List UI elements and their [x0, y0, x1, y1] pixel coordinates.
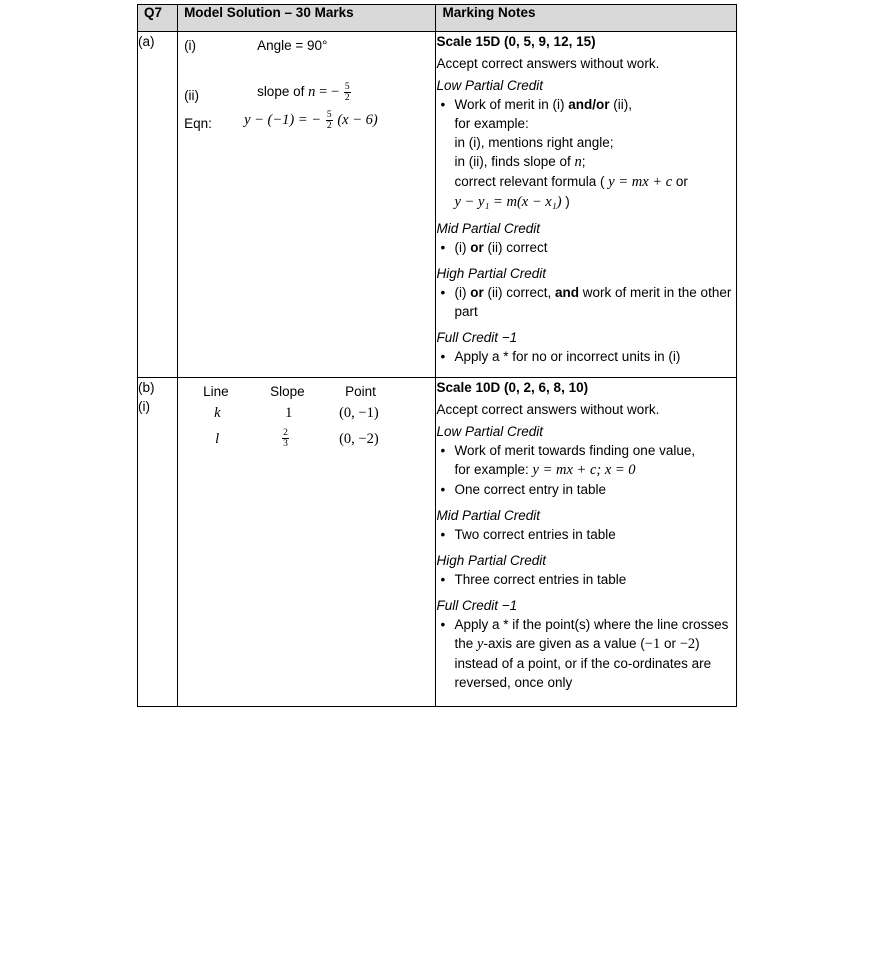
part-a-ii-answer [257, 82, 352, 103]
part-a-label-text: (a) [138, 34, 155, 49]
marking-scheme-table [137, 4, 737, 707]
part-a-notes [436, 32, 737, 378]
part-b-low-item-1: • Work of merit towards finding one value, for example: y = mx + c; x = 0 [454, 441, 736, 480]
part-b-low-item-2: • One correct entry in table [454, 480, 736, 499]
header-question: Q7 [138, 5, 178, 32]
part-b-high-list [436, 570, 736, 589]
col-slope-header: Slope [270, 384, 305, 399]
slope-prefix: slope of [257, 84, 305, 100]
eqn-label: Eqn: [184, 116, 212, 131]
row-l-line: l [215, 431, 220, 447]
part-b-label [138, 378, 178, 707]
part-a-full-list [436, 347, 736, 366]
part-a-mid-list [436, 238, 736, 257]
part-a-accept: Accept correct answers without work. [436, 56, 660, 71]
part-b-mid-list [436, 525, 736, 544]
row-l-point: (0, −2) [339, 431, 379, 447]
part-b-sub-label: (i) [138, 399, 150, 414]
part-a-i-label: (i) [184, 38, 197, 53]
frac-num: 5 [344, 82, 350, 92]
eqn-fraction [326, 110, 333, 131]
part-b-low-list [436, 441, 736, 499]
part-a-high-list [436, 283, 736, 321]
part-a-mid-item: • (i) or (ii) correct [454, 238, 736, 257]
header-solution: Model Solution – 30 Marks [178, 5, 436, 32]
eqn-frac-den: 2 [326, 121, 332, 131]
row-l-slope-den: 3 [283, 439, 288, 449]
part-b-label-text: (b) [138, 380, 155, 395]
slope-var: n [308, 84, 316, 101]
eqn-answer [244, 110, 378, 131]
frac-den: 2 [344, 93, 350, 103]
row-k-slope: 1 [285, 405, 293, 421]
part-b-full-title: Full Credit −1 [436, 598, 518, 613]
part-a-scale: Scale 15D (0, 5, 9, 12, 15) [436, 34, 596, 49]
part-a-mid-title: Mid Partial Credit [436, 221, 541, 236]
part-a-solution [178, 32, 436, 378]
part-b-mid-item: • Two correct entries in table [454, 525, 736, 544]
part-b-low-title: Low Partial Credit [436, 424, 544, 439]
part-b-row [138, 378, 737, 707]
row-l-slope [282, 428, 289, 449]
col-point-header: Point [345, 384, 376, 399]
col-line-header: Line [203, 384, 229, 399]
part-b-full-item: • Apply a * if the point(s) where the line crosses the y-axis are given as a value (−1 or −2) instead of a point, or if the co-ordinates are reversed, once only [454, 615, 736, 692]
part-b-full-list [436, 615, 736, 692]
part-a-low-item: • Work of merit in (i) and/or (ii), for example: in (i), mentions right angle; in (ii), finds slope of n; correct relevant formula ( y = mx + c or y − y₁ = m(x − x₁) ) [454, 95, 736, 212]
eqn-left: y − (−1) = − [244, 112, 322, 129]
slope-eq: = − [319, 84, 340, 101]
part-a-i-answer: Angle = 90° [257, 38, 328, 53]
row-l-slope-num: 2 [283, 428, 288, 438]
row-k-point: (0, −1) [339, 405, 379, 421]
part-b-high-title: High Partial Credit [436, 553, 547, 568]
part-a-label [138, 32, 178, 378]
header-notes: Marking Notes [436, 5, 737, 32]
part-a-full-title: Full Credit −1 [436, 330, 518, 345]
part-b-high-item: • Three correct entries in table [454, 570, 736, 589]
part-b-mid-title: Mid Partial Credit [436, 508, 541, 523]
slope-fraction [344, 82, 351, 103]
part-a-full-item: • Apply a * for no or incorrect units in (i) [454, 347, 736, 366]
part-a-row [138, 32, 737, 378]
part-b-notes [436, 378, 737, 707]
part-a-high-title: High Partial Credit [436, 266, 547, 281]
part-b-solution [178, 378, 436, 707]
part-a-low-title: Low Partial Credit [436, 78, 544, 93]
row-k-line: k [214, 405, 221, 421]
eqn-frac-num: 5 [326, 110, 332, 120]
part-a-low-list [436, 95, 736, 212]
part-b-accept: Accept correct answers without work. [436, 402, 660, 417]
part-a-ii-label: (ii) [184, 88, 200, 103]
part-b-scale: Scale 10D (0, 2, 6, 8, 10) [436, 380, 589, 395]
part-a-high-item: • (i) or (ii) correct, and work of merit in the other part [454, 283, 736, 321]
eqn-right: (x − 6) [337, 112, 378, 129]
header-row [138, 5, 737, 32]
